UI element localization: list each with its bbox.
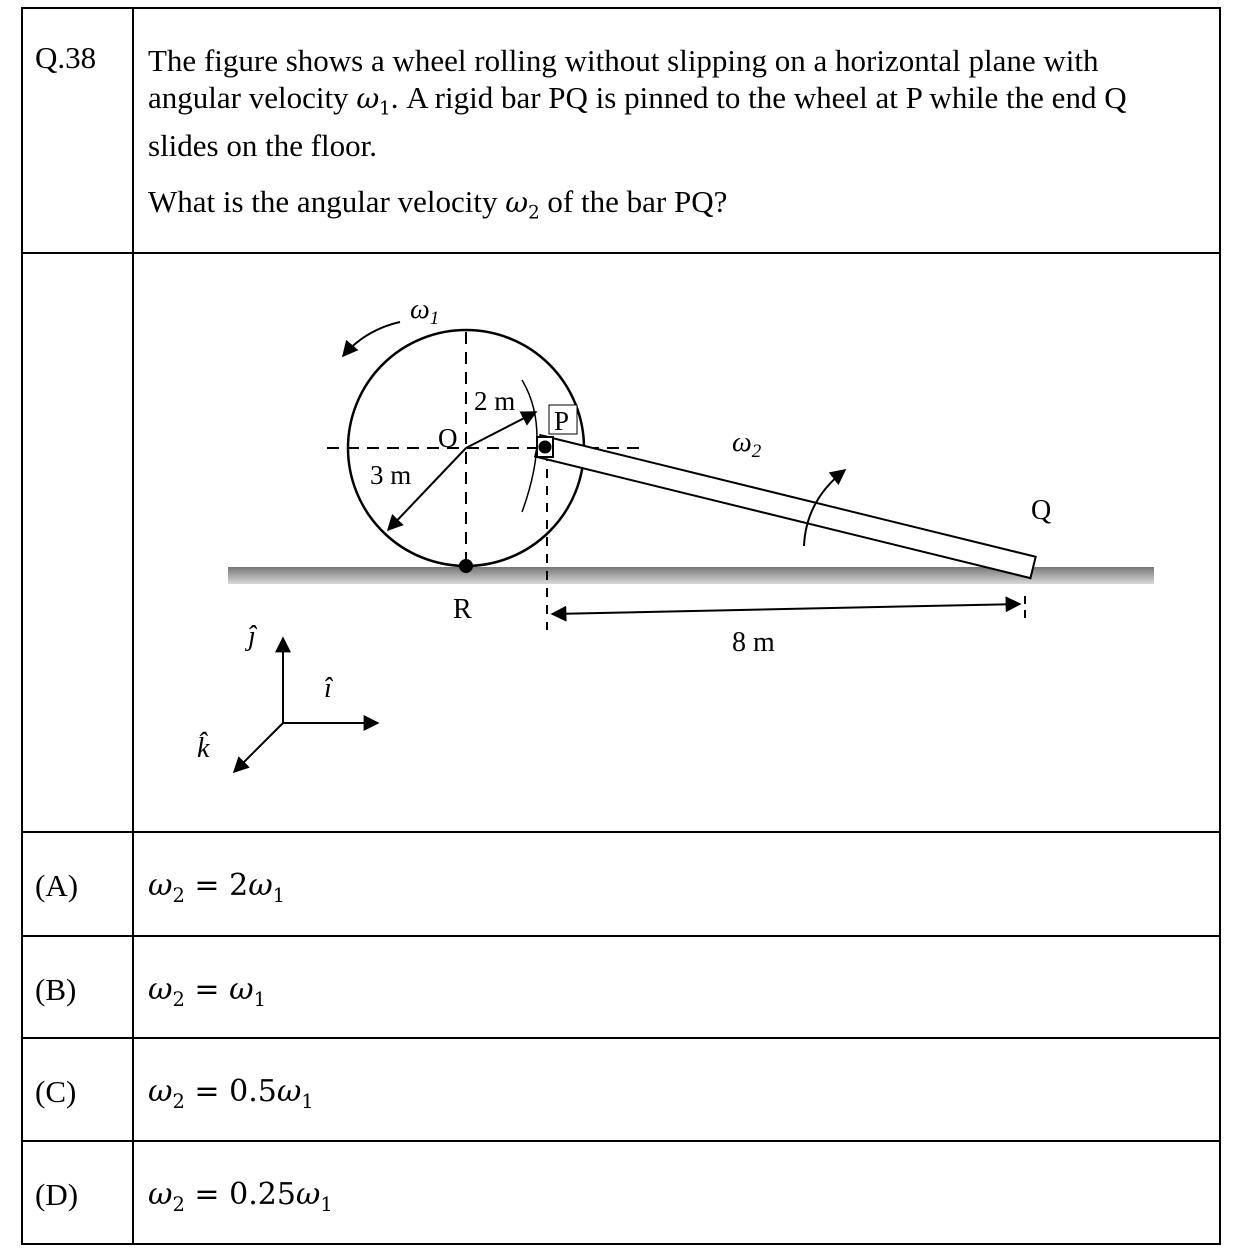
option-a-label: (A) [35, 868, 79, 903]
point-q-label: Q [1031, 495, 1052, 526]
option-b-label: (B) [35, 972, 77, 1007]
point-p-label: P [554, 406, 570, 436]
center-label: O [438, 423, 458, 453]
omega1-symbol: $\omega_1$ [356, 82, 391, 120]
omega2-symbol: $\omega_2$ [505, 186, 540, 224]
distance-arrow [552, 604, 1020, 614]
distance-label: 8 m [732, 627, 775, 658]
omega1-label: $\omega_1$ [410, 294, 440, 329]
contact-point-r [459, 559, 473, 573]
option-c-expression: $\omega_2 = 0.5\omega_1$ [148, 1074, 314, 1113]
k-axis [234, 723, 283, 772]
option-a-expression: $\omega_2 = 2\omega_1$ [148, 868, 286, 907]
option-c-label: (C) [35, 1074, 77, 1109]
pin-distance-arrow [466, 412, 536, 448]
pin-arc [522, 380, 537, 512]
point-r-label: R [453, 594, 472, 625]
omega2-label: $\omega_2$ [732, 427, 762, 462]
i-axis-label: î [324, 673, 332, 704]
option-b-expression: $\omega_2 = \omega_1$ [148, 972, 266, 1011]
j-axis-label: ĵ [248, 621, 256, 652]
bar-pq [535, 435, 1036, 578]
pin-p [539, 441, 552, 454]
question-ask: What is the angular velocity $\omega_2$ of the bar PQ? [148, 184, 728, 224]
radius-label: 3 m [370, 460, 412, 490]
k-axis-label: k̂ [197, 733, 210, 764]
pin-distance-label: 2 m [474, 386, 516, 416]
question-number: Q.38 [35, 40, 97, 75]
option-d-expression: $\omega_2 = 0.25\omega_1$ [148, 1177, 333, 1216]
question-statement: The figure shows a wheel rolling without slipping on a horizontal plane with angular velocity $\omega_1$. A rigid bar PQ is pinned to the wheel at P while the end Q slides on the floor. [148, 43, 1127, 164]
omega1-rotation-arrow [343, 322, 400, 356]
option-d-label: (D) [35, 1177, 79, 1212]
